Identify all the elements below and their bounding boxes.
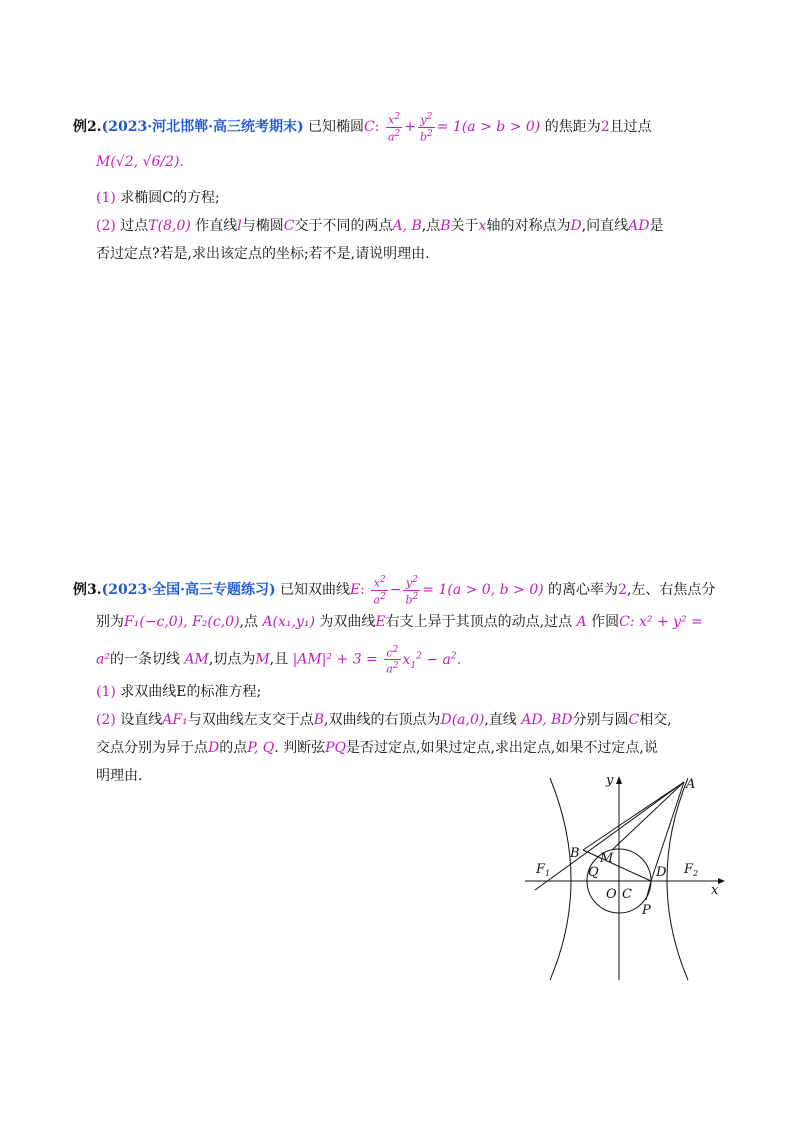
stem-text: 的焦距为 — [544, 119, 601, 136]
question-number: (2) — [96, 218, 116, 234]
stem-text: 别为 — [96, 614, 124, 630]
source-tag: (2023·河北邯郸·高三统考期末) — [101, 119, 304, 136]
example2-stem-line1: 例2.(2023·河北邯郸·高三统考期末) 已知椭圆C: $\frac{x^2}{a^2}$ + $\frac{y^2}{b^2}$ = 1(a > b > 0) 的焦距为2且过点 — [73, 112, 652, 144]
lines-ad-bd: AD, BD — [521, 712, 573, 728]
ellipse-equation: $\frac{x^2}{a^2}$ + $\frac{y^2}{b^2}$ = 1(a > b > 0) — [387, 112, 541, 144]
label-a: A — [686, 777, 696, 792]
stem-text: ,点 — [239, 614, 258, 630]
label-f1-subscript: 1 — [545, 869, 551, 878]
example2-q2 — [96, 216, 663, 236]
question-text: ,问直线 — [581, 218, 629, 234]
point-d: D — [570, 218, 582, 234]
question-text: 与椭圆 — [241, 218, 284, 234]
question-text: 过点 — [120, 218, 149, 234]
stem-text: ,且 — [269, 651, 289, 668]
point-d: D(a,0) — [440, 712, 485, 728]
hyperbola-figure — [520, 770, 735, 985]
label-x: x — [711, 883, 719, 898]
example3-q2-line3: 明理由. — [96, 768, 143, 784]
question-text: 交于不同的两点 — [294, 218, 393, 234]
label-p: P — [642, 903, 651, 918]
stem-text: 右支上异于其顶点的动点,过点 — [385, 614, 573, 630]
label-f2 — [683, 862, 698, 878]
question-text: 作直线 — [195, 218, 238, 234]
question-text: ,双曲线的右顶点为 — [324, 712, 441, 728]
label-q: Q — [588, 865, 599, 880]
point-b: B — [440, 218, 451, 234]
question-text: 与双曲线左支交于点 — [187, 712, 314, 728]
stem-text: 的一条切线 — [109, 651, 180, 668]
points-pq: P, Q — [247, 740, 275, 756]
question-text: 分别与圆 — [572, 712, 629, 728]
label-o: O — [606, 887, 617, 902]
question-text: ,点 — [421, 218, 441, 234]
example-label: 例2. — [73, 119, 102, 136]
stem-text: 且过点 — [609, 119, 652, 136]
hyperbola-equation: $\frac{x^2}{a^2}$ − $\frac{y^2}{b^2}$ = 1(a > 0, b > 0) — [373, 575, 544, 607]
focal-value: 2 — [600, 119, 610, 136]
example3-q2-line2 — [96, 738, 658, 758]
curve-name: E — [350, 582, 361, 599]
chord-pq: PQ — [325, 740, 347, 756]
radius-squared: a² — [96, 651, 110, 668]
point-a: A — [576, 614, 587, 630]
stem-text: 为双曲线 — [319, 614, 376, 630]
points-ab: A, B — [392, 218, 422, 234]
label-y: y — [606, 773, 614, 788]
line-ab-upper — [583, 782, 684, 850]
line-ad: AD — [628, 218, 650, 234]
line-am — [612, 782, 684, 850]
label-d: D — [656, 865, 667, 880]
question-text: 是 — [649, 218, 664, 234]
foci: F₁(−c,0), F₂(c,0) — [124, 614, 240, 630]
source-tag: (2023·全国·高三专题练习) — [101, 582, 276, 599]
example3-stem-line2 — [96, 612, 703, 632]
line-l: l — [237, 218, 242, 234]
question-text: 交点分别为异于点 — [96, 740, 208, 756]
curve-name: C — [283, 218, 295, 234]
curve-name: E — [375, 614, 386, 630]
tangent-am: AM — [184, 651, 209, 668]
hyperbola-left-branch — [550, 778, 571, 980]
label-f1-letter: F — [536, 862, 546, 877]
example3-q1 — [96, 682, 261, 702]
stem-text: 已知椭圆 — [308, 119, 365, 136]
label-f1 — [535, 862, 550, 878]
example3-q2 — [96, 710, 672, 730]
question-text: 的点 — [219, 740, 248, 756]
question-text: 相交, — [639, 712, 672, 728]
question-text: 轴的对称点为 — [486, 218, 571, 234]
curve-name: C — [364, 119, 375, 136]
label-m: M — [600, 851, 614, 866]
point-a: A(x₁,y₁) — [262, 614, 315, 630]
stem-text: ,左、右焦点分 — [626, 582, 716, 599]
example2-q1 — [96, 188, 220, 208]
stem-text: 已知双曲线 — [280, 582, 351, 599]
question-text: 关于 — [450, 218, 479, 234]
stem-text: 的离心率为 — [548, 582, 619, 599]
question-text: 是否过定点,如果过定点,求出定点,如果不过定点,说 — [346, 740, 658, 756]
condition-fraction: $\frac{c^2}{a^2}$ $x_1^2 - a^2$. — [386, 644, 462, 676]
y-axis-arrow — [616, 776, 622, 784]
example3-stem-line1: 例3.(2023·全国·高三专题练习) 已知双曲线E: $\frac{x^2}{a^2}$ − $\frac{y^2}{b^2}$ = 1(a > 0, b > 0) 的离心率为2,左、右焦点分 — [73, 575, 716, 607]
eccentricity-value: 2 — [618, 582, 627, 599]
axis-x: x — [478, 218, 487, 234]
label-f2-subscript: 2 — [693, 869, 699, 878]
example-label: 例3. — [73, 582, 102, 599]
line-dp — [646, 881, 651, 900]
point-t: T(8,0) — [148, 218, 191, 234]
point-b: B — [313, 712, 325, 728]
stem-text: 作圆 — [591, 614, 620, 630]
question-number: (1) — [96, 190, 116, 206]
question-text: 设直线 — [120, 712, 163, 728]
label-f2-letter: F — [684, 862, 694, 877]
example2-q2-line2: 否过定点?若是,求出该定点的坐标;若不是,请说明理由. — [96, 246, 430, 262]
question-text: 求椭圆C的方程; — [120, 190, 220, 206]
x-axis-arrow — [718, 878, 725, 884]
condition-equation: |AM|² + 3 = — [292, 651, 378, 668]
point-m: M — [255, 651, 270, 668]
question-number: (1) — [96, 684, 116, 700]
question-text: . 判断弦 — [274, 740, 326, 756]
point-m: M(√2, √6/2). — [96, 154, 184, 170]
example3-stem-line3 — [96, 643, 461, 678]
question-text: ,直线 — [484, 712, 517, 728]
label-c: C — [622, 887, 632, 902]
stem-text: ,切点为 — [208, 651, 256, 668]
hyperbola-right-branch — [667, 778, 688, 980]
circle-c: C — [628, 712, 640, 728]
circle-equation: C: x² + y² = — [619, 614, 703, 630]
question-number: (2) — [96, 712, 116, 728]
line-af1: AF₁ — [162, 712, 188, 728]
point-d: D — [208, 740, 220, 756]
label-b: B — [570, 846, 580, 861]
question-text: 求双曲线E的标准方程; — [120, 684, 262, 700]
